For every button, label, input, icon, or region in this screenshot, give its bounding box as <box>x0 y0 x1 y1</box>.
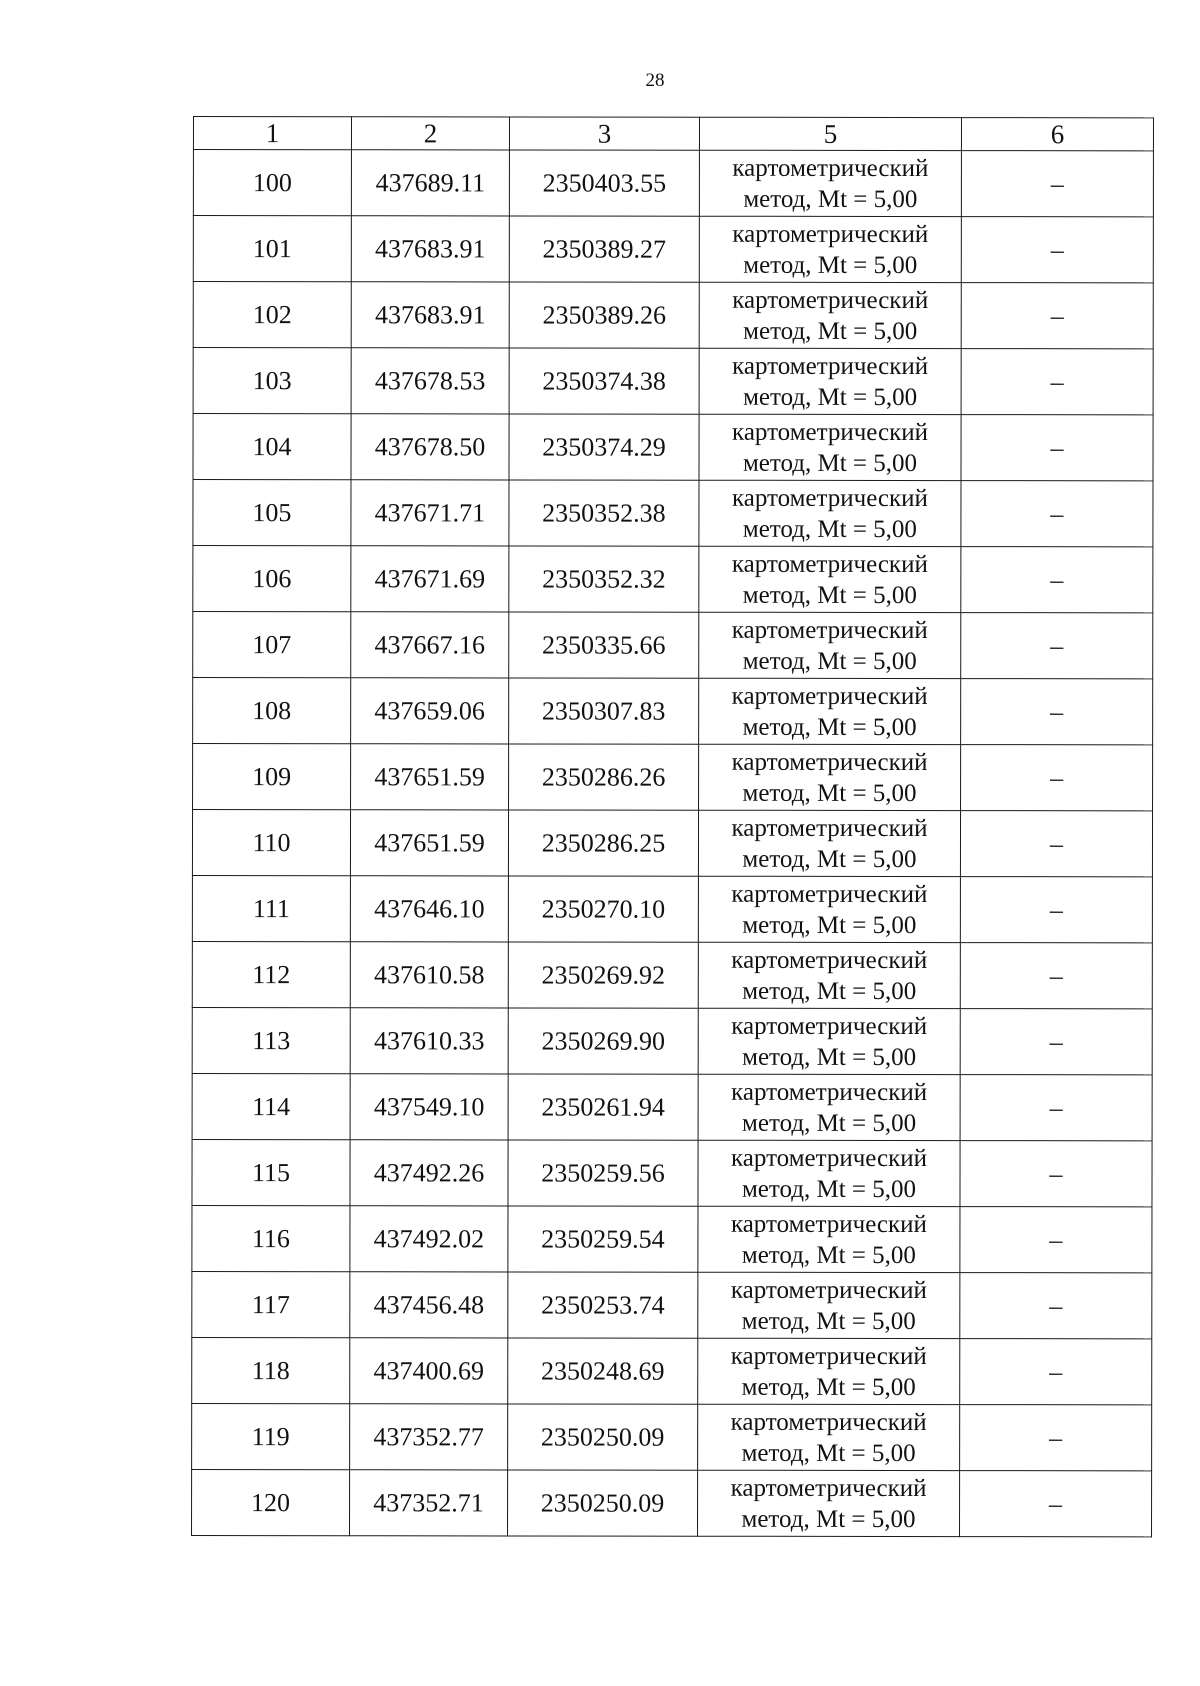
method-cell <box>698 1074 960 1140</box>
y-coordinate-cell: 2350270.10 <box>508 876 698 942</box>
note-cell: – <box>960 1075 1152 1141</box>
x-coordinate-cell: 437683.91 <box>351 216 509 282</box>
point-number-cell: 110 <box>192 810 350 876</box>
table-row <box>193 678 1153 745</box>
method-line-1: картометрический <box>730 1210 927 1238</box>
header-col-6: 6 <box>961 118 1153 151</box>
table-row <box>192 1337 1152 1404</box>
method-line-1: картометрический <box>731 484 928 512</box>
header-row <box>193 117 1153 151</box>
x-coordinate-cell: 437352.71 <box>350 1470 508 1536</box>
table-row <box>193 546 1153 613</box>
point-number-cell: 105 <box>193 480 351 546</box>
method-line-2: метод, Mt = 5,00 <box>741 1307 916 1335</box>
table-row <box>193 414 1153 481</box>
method-cell <box>699 216 961 282</box>
method-line-1: картометрический <box>731 1012 928 1040</box>
method-line-1: картометрический <box>731 748 928 776</box>
x-coordinate-cell: 437456.48 <box>350 1272 508 1338</box>
header-col-3: 3 <box>509 117 699 150</box>
table-body <box>192 150 1154 1537</box>
method-cell <box>698 1008 960 1074</box>
table-row <box>192 1403 1152 1470</box>
y-coordinate-cell: 2350374.29 <box>509 414 699 480</box>
x-coordinate-cell: 437492.26 <box>350 1140 508 1206</box>
note-cell: – <box>960 943 1152 1009</box>
method-line-2: метод, Mt = 5,00 <box>743 185 918 213</box>
method-line-2: метод, Mt = 5,00 <box>742 647 917 675</box>
method-cell <box>698 1140 960 1206</box>
x-coordinate-cell: 437689.11 <box>351 150 509 216</box>
method-line-1: картометрический <box>731 946 928 974</box>
y-coordinate-cell: 2350250.09 <box>508 1470 698 1536</box>
page-number: 28 <box>645 70 665 91</box>
method-cell <box>698 1206 960 1272</box>
method-cell <box>699 150 961 216</box>
table-row <box>192 810 1152 877</box>
method-line-1: картометрический <box>732 220 929 248</box>
point-number-cell: 104 <box>193 414 351 480</box>
point-number-cell: 118 <box>192 1337 350 1403</box>
point-number-cell: 111 <box>192 875 350 941</box>
x-coordinate-cell: 437671.69 <box>351 546 509 612</box>
point-number-cell: 109 <box>193 744 351 810</box>
y-coordinate-cell: 2350374.38 <box>509 348 699 414</box>
method-cell <box>698 876 960 942</box>
point-number-cell: 102 <box>193 282 351 348</box>
note-cell: – <box>961 679 1153 745</box>
note-cell: – <box>960 1405 1152 1471</box>
method-cell <box>699 546 961 612</box>
y-coordinate-cell: 2350286.26 <box>509 744 699 810</box>
point-number-cell: 113 <box>192 1007 350 1073</box>
method-line-2: метод, Mt = 5,00 <box>742 977 917 1005</box>
method-line-1: картометрический <box>731 1078 928 1106</box>
table-row <box>192 1139 1152 1206</box>
method-line-2: метод, Mt = 5,00 <box>743 383 918 411</box>
note-cell: – <box>961 745 1153 811</box>
table-row <box>193 480 1153 547</box>
point-number-cell: 108 <box>193 678 351 744</box>
point-number-cell: 107 <box>193 612 351 678</box>
method-cell <box>699 282 961 348</box>
method-line-2: метод, Mt = 5,00 <box>742 845 917 873</box>
table-row <box>193 744 1153 811</box>
method-line-2: метод, Mt = 5,00 <box>742 1043 917 1071</box>
note-cell: – <box>960 1207 1152 1273</box>
method-cell <box>699 678 961 744</box>
method-line-1: картометрический <box>732 154 929 182</box>
method-line-2: метод, Mt = 5,00 <box>742 581 917 609</box>
y-coordinate-cell: 2350248.69 <box>508 1338 698 1404</box>
y-coordinate-cell: 2350261.94 <box>508 1074 698 1140</box>
method-cell <box>699 348 961 414</box>
x-coordinate-cell: 437400.69 <box>350 1338 508 1404</box>
method-cell <box>698 810 960 876</box>
coordinates-table <box>191 116 1154 1537</box>
method-line-2: метод, Mt = 5,00 <box>743 317 918 345</box>
x-coordinate-cell: 437549.10 <box>350 1074 508 1140</box>
method-line-1: картометрический <box>731 1144 928 1172</box>
point-number-cell: 106 <box>193 546 351 612</box>
point-number-cell: 112 <box>192 941 350 1007</box>
y-coordinate-cell: 2350259.54 <box>508 1206 698 1272</box>
note-cell: – <box>961 151 1153 217</box>
point-number-cell: 114 <box>192 1073 350 1139</box>
table-row <box>193 282 1153 349</box>
note-cell: – <box>961 547 1153 613</box>
y-coordinate-cell: 2350352.32 <box>509 546 699 612</box>
point-number-cell: 103 <box>193 348 351 414</box>
table-row <box>192 875 1152 942</box>
note-cell: – <box>961 349 1153 415</box>
y-coordinate-cell: 2350335.66 <box>509 612 699 678</box>
method-line-1: картометрический <box>730 1276 927 1304</box>
method-line-1: картометрический <box>732 418 929 446</box>
note-cell: – <box>960 1141 1152 1207</box>
y-coordinate-cell: 2350389.27 <box>509 216 699 282</box>
header-col-2: 2 <box>351 117 509 150</box>
point-number-cell: 117 <box>192 1271 350 1337</box>
table-row <box>192 1205 1152 1272</box>
note-cell: – <box>961 415 1153 481</box>
note-cell: – <box>961 217 1153 283</box>
x-coordinate-cell: 437610.58 <box>350 942 508 1008</box>
method-line-2: метод, Mt = 5,00 <box>742 713 917 741</box>
method-line-2: метод, Mt = 5,00 <box>741 1373 916 1401</box>
x-coordinate-cell: 437683.91 <box>351 282 509 348</box>
x-coordinate-cell: 437651.59 <box>350 810 508 876</box>
method-cell <box>699 480 961 546</box>
x-coordinate-cell: 437671.71 <box>351 480 509 546</box>
table-row <box>192 1469 1152 1536</box>
note-cell: – <box>960 811 1152 877</box>
method-line-2: метод, Mt = 5,00 <box>742 515 917 543</box>
method-cell <box>699 414 961 480</box>
y-coordinate-cell: 2350269.90 <box>508 1008 698 1074</box>
x-coordinate-cell: 437492.02 <box>350 1206 508 1272</box>
method-line-1: картометрический <box>731 682 928 710</box>
x-coordinate-cell: 437646.10 <box>350 876 508 942</box>
x-coordinate-cell: 437678.53 <box>351 348 509 414</box>
note-cell: – <box>960 877 1152 943</box>
method-line-2: метод, Mt = 5,00 <box>742 449 918 477</box>
table-row <box>192 1073 1152 1140</box>
method-line-1: картометрический <box>730 1408 927 1436</box>
method-cell <box>698 1470 960 1536</box>
method-line-2: метод, Mt = 5,00 <box>741 1175 917 1203</box>
y-coordinate-cell: 2350307.83 <box>509 678 699 744</box>
method-line-2: метод, Mt = 5,00 <box>741 1505 916 1533</box>
table-row <box>193 612 1153 679</box>
x-coordinate-cell: 437667.16 <box>351 612 509 678</box>
method-line-2: метод, Mt = 5,00 <box>743 251 918 279</box>
header-col-1: 1 <box>193 117 351 150</box>
y-coordinate-cell: 2350389.26 <box>509 282 699 348</box>
table-row <box>193 150 1153 217</box>
y-coordinate-cell: 2350250.09 <box>508 1404 698 1470</box>
method-line-2: метод, Mt = 5,00 <box>742 911 917 939</box>
y-coordinate-cell: 2350259.56 <box>508 1140 698 1206</box>
method-line-1: картометрический <box>731 814 928 842</box>
note-cell: – <box>961 481 1153 547</box>
method-line-1: картометрический <box>732 352 929 380</box>
method-cell <box>699 744 961 810</box>
point-number-cell: 100 <box>193 150 351 216</box>
y-coordinate-cell: 2350269.92 <box>508 942 698 1008</box>
x-coordinate-cell: 437659.06 <box>351 678 509 744</box>
method-line-1: картометрический <box>732 286 929 314</box>
method-line-1: картометрический <box>730 1342 927 1370</box>
method-line-2: метод, Mt = 5,00 <box>742 1109 917 1137</box>
method-line-1: картометрический <box>730 1474 927 1502</box>
point-number-cell: 120 <box>192 1469 350 1535</box>
note-cell: – <box>960 1009 1152 1075</box>
method-line-2: метод, Mt = 5,00 <box>741 1439 916 1467</box>
point-number-cell: 119 <box>192 1403 350 1469</box>
method-cell <box>698 1272 960 1338</box>
x-coordinate-cell: 437352.77 <box>350 1404 508 1470</box>
y-coordinate-cell: 2350286.25 <box>508 810 698 876</box>
x-coordinate-cell: 437610.33 <box>350 1008 508 1074</box>
method-cell <box>698 1404 960 1470</box>
method-line-1: картометрический <box>731 616 928 644</box>
method-cell <box>699 612 961 678</box>
point-number-cell: 116 <box>192 1205 350 1271</box>
note-cell: – <box>960 1339 1152 1405</box>
method-line-1: картометрический <box>731 880 928 908</box>
x-coordinate-cell: 437651.59 <box>351 744 509 810</box>
table-row <box>192 941 1152 1008</box>
y-coordinate-cell: 2350403.55 <box>509 150 699 216</box>
note-cell: – <box>961 613 1153 679</box>
table-row <box>192 1271 1152 1338</box>
method-line-2: метод, Mt = 5,00 <box>742 779 917 807</box>
table-header <box>193 117 1153 151</box>
point-number-cell: 101 <box>193 216 351 282</box>
method-line-2: метод, Mt = 5,00 <box>741 1241 916 1269</box>
method-cell <box>698 1338 960 1404</box>
note-cell: – <box>960 1273 1152 1339</box>
y-coordinate-cell: 2350352.38 <box>509 480 699 546</box>
table-row <box>193 348 1153 415</box>
method-cell <box>698 942 960 1008</box>
x-coordinate-cell: 437678.50 <box>351 414 509 480</box>
point-number-cell: 115 <box>192 1139 350 1205</box>
method-line-1: картометрический <box>731 550 928 578</box>
note-cell: – <box>960 1471 1152 1537</box>
table-row <box>192 1007 1152 1074</box>
header-col-5: 5 <box>699 117 961 150</box>
table-row <box>193 216 1153 283</box>
y-coordinate-cell: 2350253.74 <box>508 1272 698 1338</box>
note-cell: – <box>961 283 1153 349</box>
